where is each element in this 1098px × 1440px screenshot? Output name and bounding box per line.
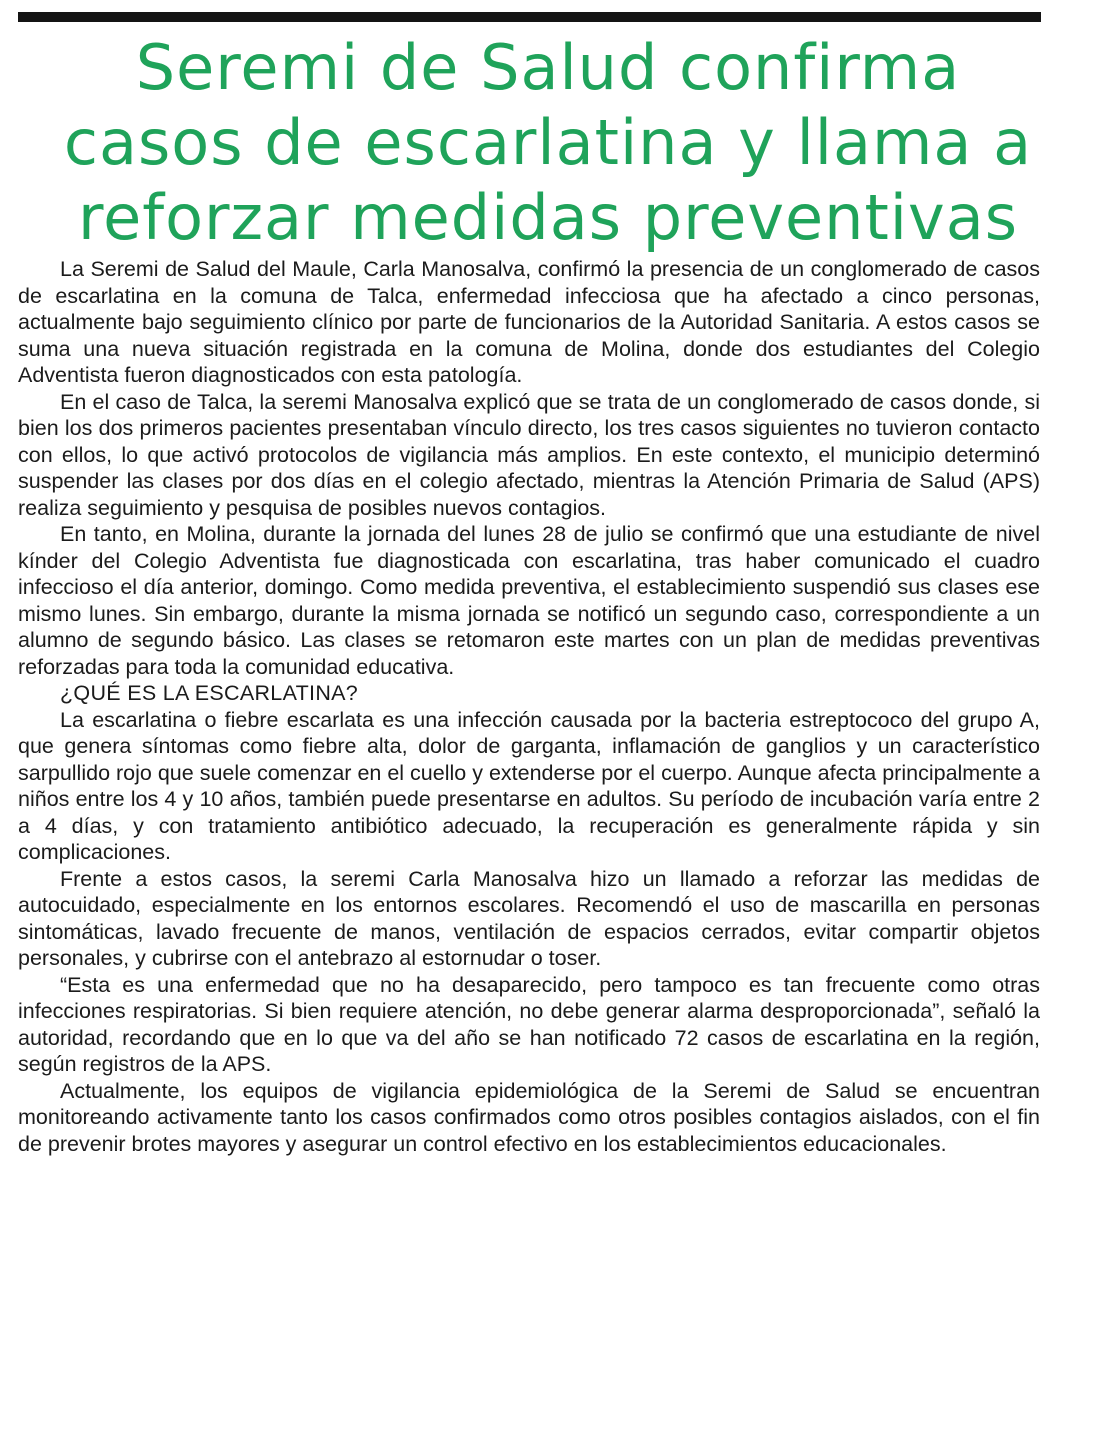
headline-line-1: Seremi de Salud confirma — [135, 31, 961, 104]
headline-line-2: casos de escarlatina y llama a — [63, 106, 1033, 179]
article-body — [18, 256, 1040, 1157]
article-paragraph-4: La escarlatina o fiebre escarlata es una infección causada por la bacteria estreptococo del grupo A, que genera síntomas como fiebre alta, dolor de garganta, inflamación de ganglios y un característico sarpullido rojo que suele comenzar en el cuello y extenderse por el cuerpo. Aunque afecta principalmente a niños entre los 4 y 10 años, también puede presentarse en adultos. Su período de incubación varía entre 2 a 4 días, y con tratamiento antibiótico adecuado, la recuperación es generalmente rápida y sin complicaciones. — [18, 707, 1040, 864]
article-paragraph-1: La Seremi de Salud del Maule, Carla Manosalva, confirmó la presencia de un conglomerado de casos de escarlatina en la comuna de Talca, enfermedad infecciosa que ha afectado a cinco personas, actualmente bajo seguimiento clínico por parte de funcionarios de la Autoridad Sanitaria. A estos casos se suma una nueva situación registrada en la comuna de Molina, donde dos estudiantes del Colegio Adventista fueron diagnosticados con esta patología. — [18, 257, 1040, 387]
top-rule — [18, 12, 1041, 22]
article-paragraph-2: En el caso de Talca, la seremi Manosalva explicó que se trata de un conglomerado de casos donde, si bien los dos primeros pacientes presentaban vínculo directo, los tres casos siguientes no tuvieron contacto con ellos, lo que activó protocolos de vigilancia más amplios. En este contexto, el municipio determinó suspender las clases por dos días en el colegio afectado, mientras la Atención Primaria de Salud (APS) realiza seguimiento y pesquisa de posibles nuevos contagios. — [18, 389, 1040, 520]
article-paragraph-6: “Esta es una enfermedad que no ha desaparecido, pero tampoco es tan frecuente como otras infecciones respiratorias. Si bien requiere atención, no debe generar alarma desproporcionada”, señaló la autoridad, recordando que en lo que va del año se han notificado 72 casos de escarlatina en la región, según registros de la APS. — [18, 972, 1040, 1076]
headline-line-3: reforzar medidas preventivas — [77, 181, 1019, 254]
article-paragraph-7: Actualmente, los equipos de vigilancia epidemiológica de la Seremi de Salud se encuentran monitoreando activamente tanto los casos confirmados como otros posibles contagios aislados, con el fin de prevenir brotes mayores y asegurar un control efectivo en los establecimientos educacionales. — [18, 1078, 1040, 1156]
section-subhead: ¿QUÉ ES LA ESCARLATINA? — [60, 681, 359, 705]
article-paragraph-3: En tanto, en Molina, durante la jornada del lunes 28 de julio se confirmó que una estudiante de nivel kínder del Colegio Adventista fue diagnosticada con escarlatina, tras haber comunicado el cuadro infeccioso el día anterior, domingo. Como medida preventiva, el establecimiento suspendió sus clases ese mismo lunes. Sin embargo, durante la misma jornada se notificó un segundo caso, correspondiente a un alumno de segundo básico. Las clases se retomaron este martes con un plan de medidas preventivas reforzadas para toda la comunidad educativa. — [18, 522, 1040, 679]
article-paragraph-5: Frente a estos casos, la seremi Carla Manosalva hizo un llamado a reforzar las medidas de autocuidado, especialmente en los entornos escolares. Recomendó el uso de mascarilla en personas sintomáticas, lavado frecuente de manos, ventilación de espacios cerrados, evitar compartir objetos personales, y cubrirse con el antebrazo al estornudar o toser. — [18, 866, 1040, 970]
headline — [18, 30, 1078, 255]
